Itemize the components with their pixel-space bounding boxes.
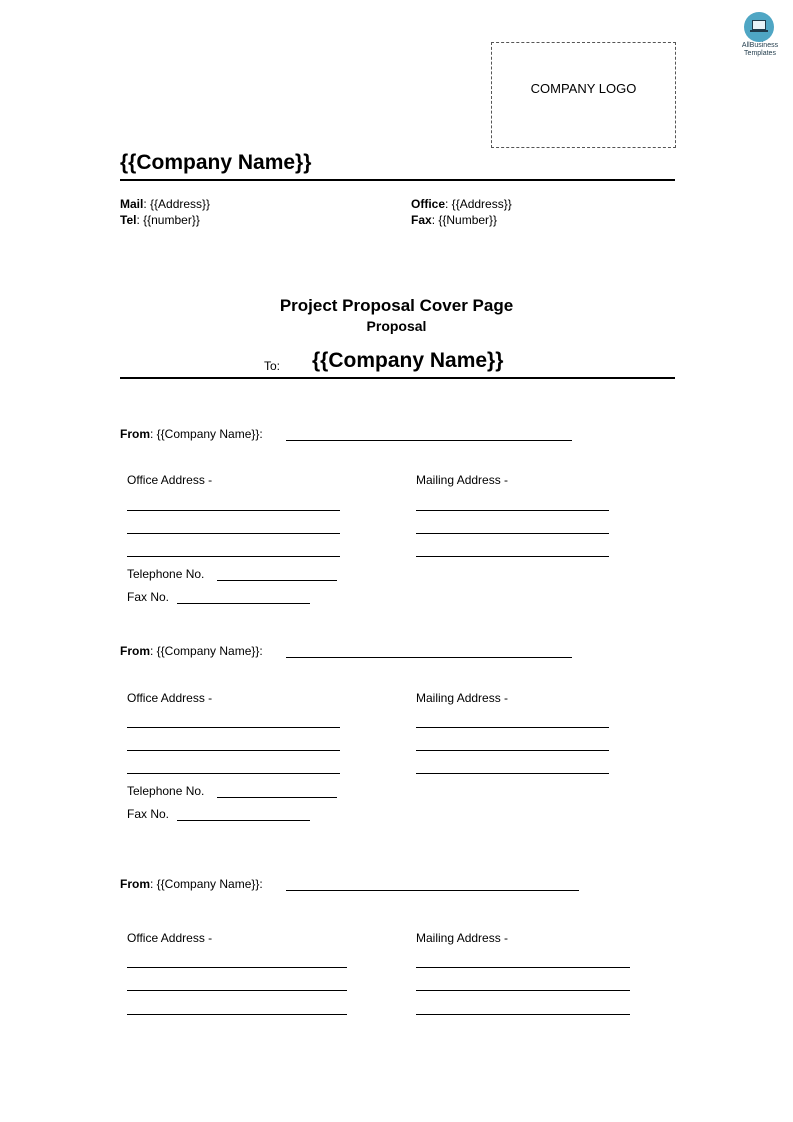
tel-label: Tel bbox=[120, 213, 137, 227]
office-address-line[interactable] bbox=[127, 510, 340, 511]
telephone-line[interactable] bbox=[217, 580, 337, 581]
fax-label-2: Fax No. bbox=[127, 807, 170, 821]
office-address-line[interactable] bbox=[127, 750, 340, 751]
company-name-heading: {{Company Name}} bbox=[120, 151, 312, 174]
mailing-address-label-1: Mailing Address - bbox=[416, 473, 509, 487]
office-address-line[interactable] bbox=[127, 773, 340, 774]
brand-name bbox=[732, 42, 788, 58]
tel-line bbox=[120, 212, 210, 228]
from-label: From bbox=[120, 427, 150, 441]
brand-line-2: Templates bbox=[744, 50, 776, 57]
from-line-1 bbox=[120, 427, 263, 441]
mail-line bbox=[120, 196, 210, 212]
telephone-label-1: Telephone No. bbox=[127, 567, 205, 581]
office-address-line[interactable] bbox=[127, 727, 340, 728]
from-value: : {{Company Name}}: bbox=[150, 877, 263, 891]
mailing-address-line[interactable] bbox=[416, 556, 609, 557]
from-label: From bbox=[120, 877, 150, 891]
office-value: : {{Address}} bbox=[445, 197, 512, 211]
mailing-address-line[interactable] bbox=[416, 510, 609, 511]
office-address-label-3: Office Address - bbox=[127, 931, 213, 945]
fax-line bbox=[411, 212, 512, 228]
mailing-address-line[interactable] bbox=[416, 1014, 630, 1015]
fax-value: : {{Number}} bbox=[431, 213, 498, 227]
mail-value: : {{Address}} bbox=[143, 197, 211, 211]
title-rule bbox=[120, 377, 675, 379]
to-company-name: {{Company Name}} bbox=[312, 349, 504, 372]
office-label: Office bbox=[411, 197, 446, 211]
office-address-line[interactable] bbox=[127, 533, 340, 534]
from-value: : {{Company Name}}: bbox=[150, 644, 263, 658]
contact-right bbox=[411, 196, 512, 228]
from-label: From bbox=[120, 644, 150, 658]
fax-line[interactable] bbox=[177, 820, 310, 821]
office-line bbox=[411, 196, 512, 212]
from-blank-3[interactable] bbox=[286, 890, 579, 891]
mailing-address-line[interactable] bbox=[416, 750, 609, 751]
from-value: : {{Company Name}}: bbox=[150, 427, 263, 441]
from-blank-2[interactable] bbox=[286, 657, 572, 658]
header-rule bbox=[120, 179, 675, 181]
mail-label: Mail bbox=[120, 197, 144, 211]
brand-line-1: AllBusiness bbox=[741, 42, 779, 49]
laptop-base bbox=[750, 30, 768, 32]
mailing-address-line[interactable] bbox=[416, 727, 609, 728]
tel-value: : {{number}} bbox=[136, 213, 200, 227]
company-logo-placeholder bbox=[491, 42, 676, 148]
office-address-line[interactable] bbox=[127, 967, 347, 968]
from-line-2 bbox=[120, 644, 263, 658]
office-address-line[interactable] bbox=[127, 556, 340, 557]
mailing-address-label-2: Mailing Address - bbox=[416, 691, 509, 705]
office-address-line[interactable] bbox=[127, 990, 347, 991]
document-title: Project Proposal Cover Page bbox=[279, 296, 514, 315]
mailing-address-line[interactable] bbox=[416, 967, 630, 968]
telephone-line[interactable] bbox=[217, 797, 337, 798]
to-label: To: bbox=[264, 359, 281, 373]
mailing-address-line[interactable] bbox=[416, 533, 609, 534]
fax-label-1: Fax No. bbox=[127, 590, 170, 604]
from-blank-1[interactable] bbox=[286, 440, 572, 441]
from-line-3 bbox=[120, 877, 263, 891]
contact-left bbox=[120, 196, 210, 228]
laptop-icon bbox=[752, 20, 766, 30]
office-address-label-1: Office Address - bbox=[127, 473, 213, 487]
mailing-address-label-3: Mailing Address - bbox=[416, 931, 509, 945]
document-subtitle: Proposal bbox=[366, 318, 427, 334]
mailing-address-line[interactable] bbox=[416, 773, 609, 774]
office-address-label-2: Office Address - bbox=[127, 691, 213, 705]
fax-label: Fax bbox=[411, 213, 432, 227]
mailing-address-line[interactable] bbox=[416, 990, 630, 991]
telephone-label-2: Telephone No. bbox=[127, 784, 205, 798]
fax-line[interactable] bbox=[177, 603, 310, 604]
office-address-line[interactable] bbox=[127, 1014, 347, 1015]
logo-placeholder-text: COMPANY LOGO bbox=[530, 80, 637, 96]
